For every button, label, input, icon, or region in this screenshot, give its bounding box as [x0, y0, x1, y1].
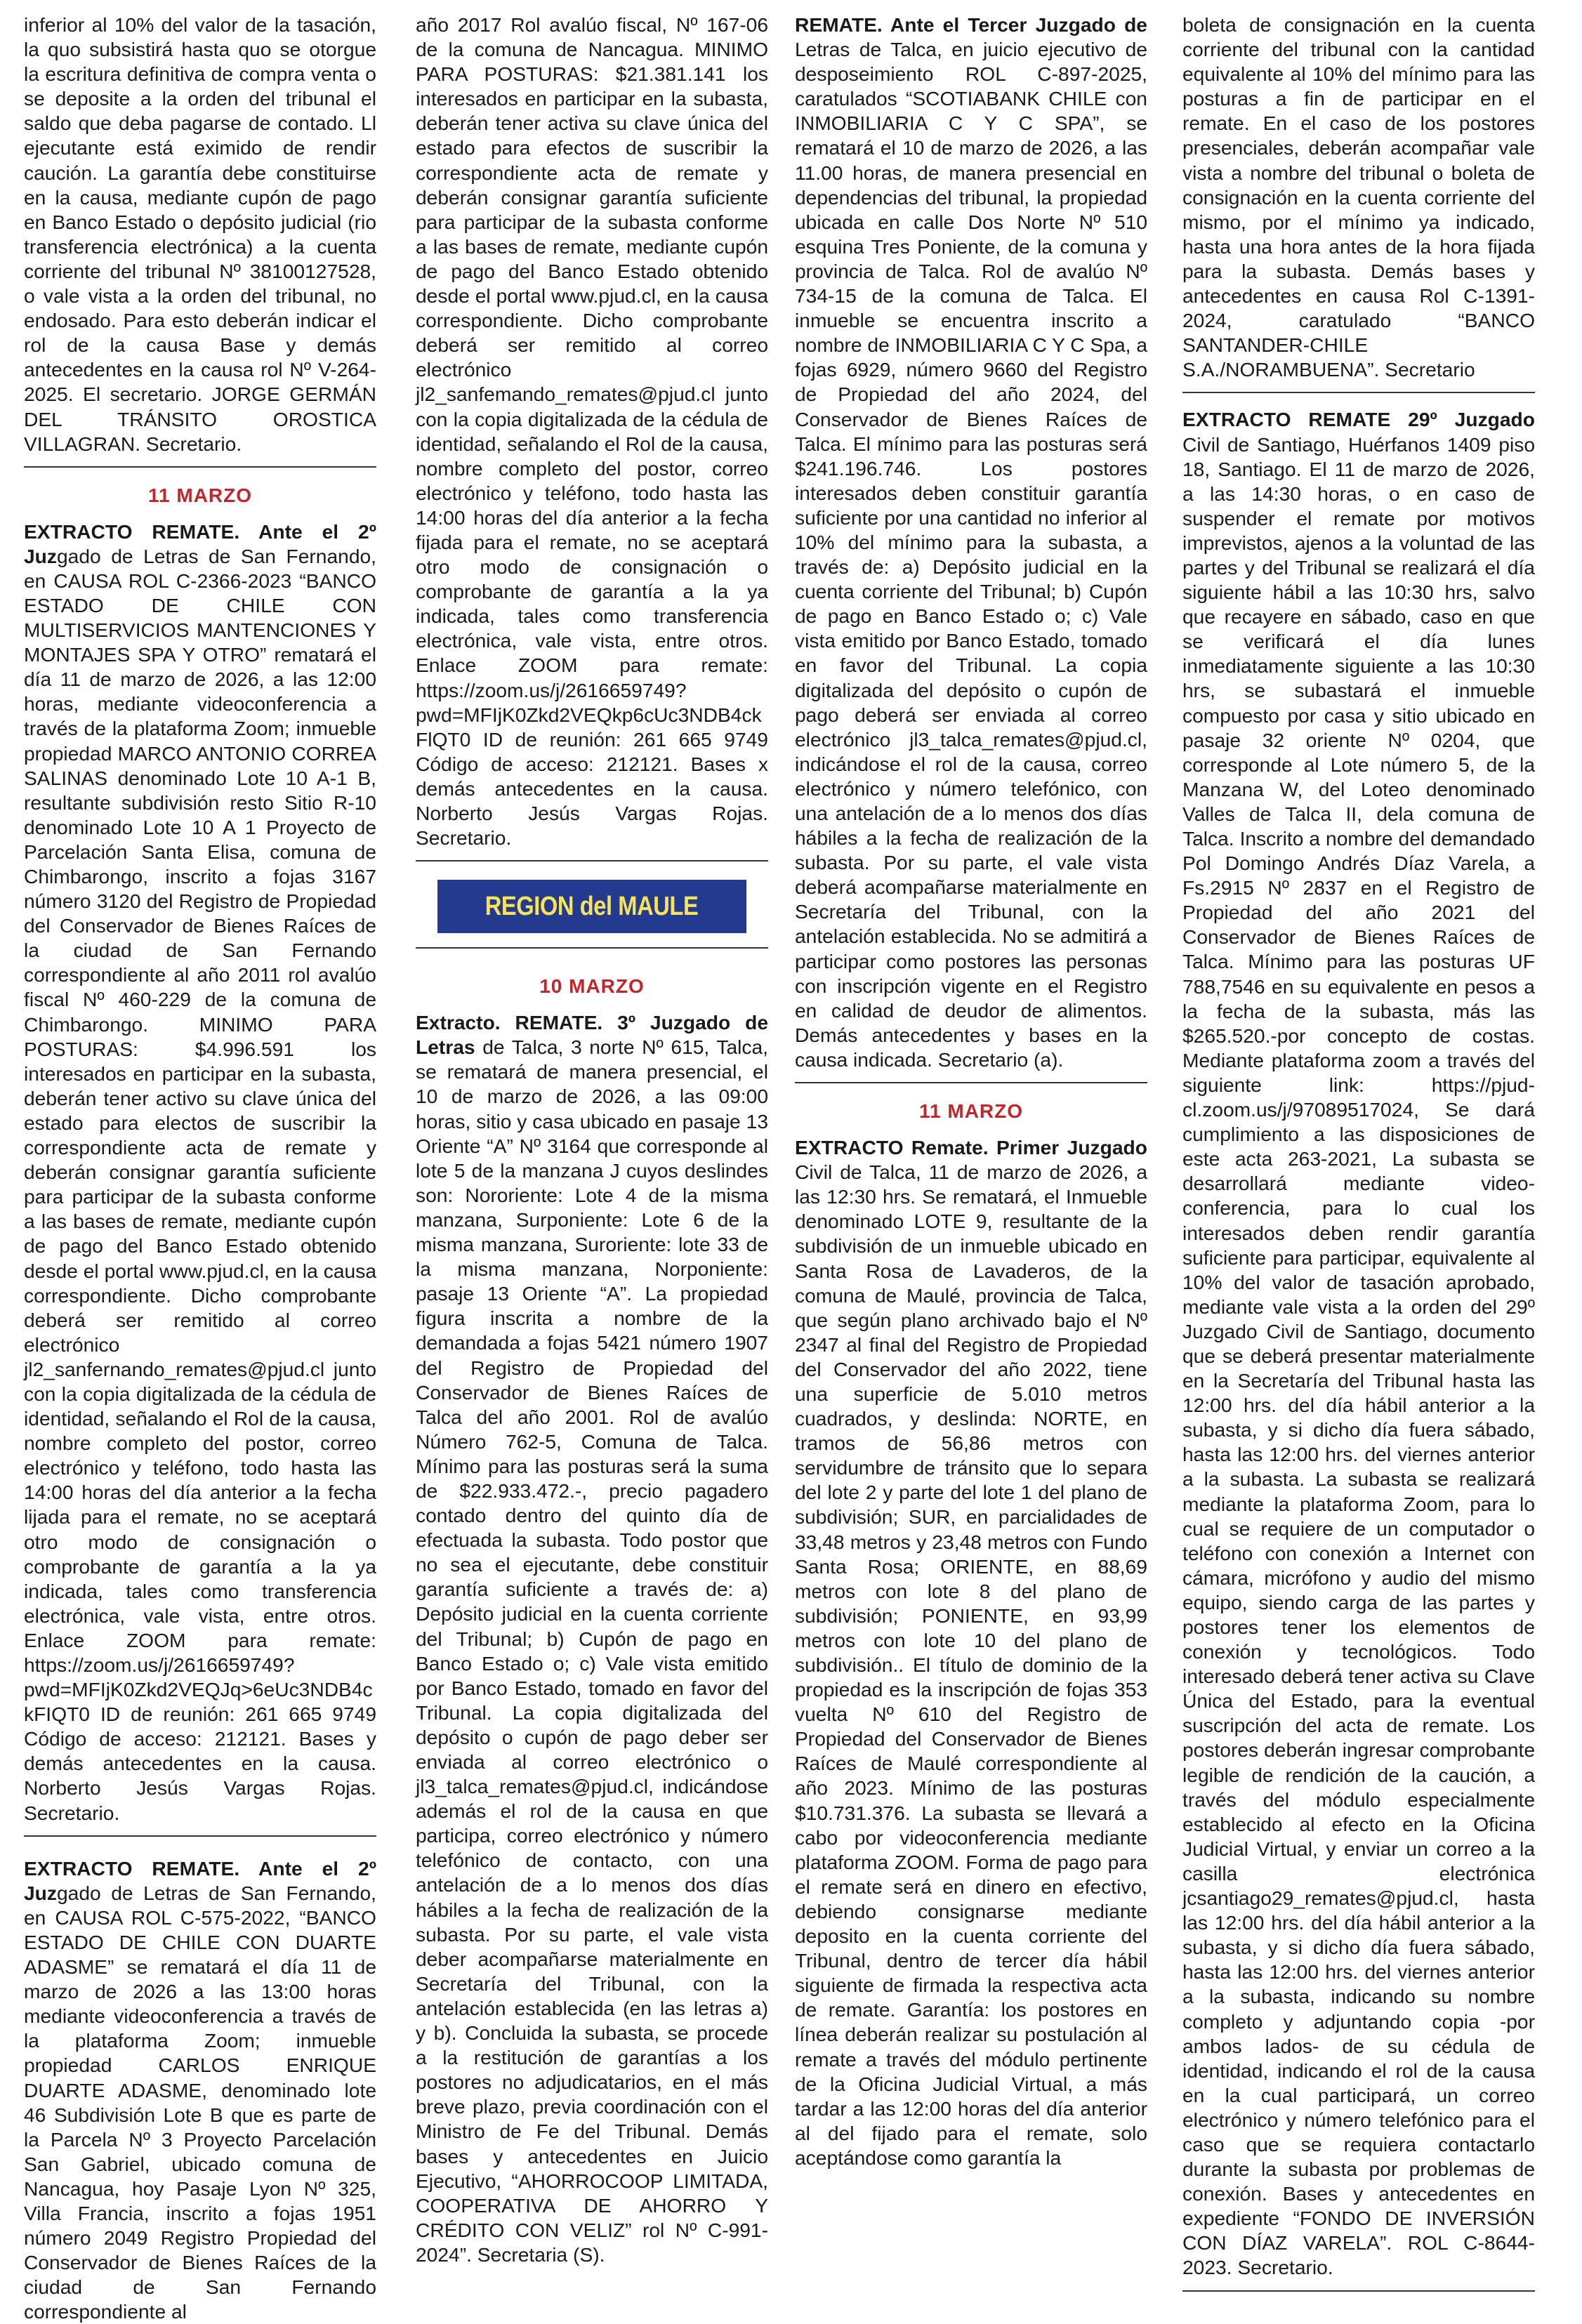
notice-body: Civil de Santiago, Huérfanos 1409 piso 18, Santiago. El 11 de marzo de 2026, a las 14:30 horas, o en caso de suspender el remate por motivos imprevistos, ajenos a la voluntad de las partes y del Tribunal se realizará el día siguiente hábil a las 10:30 hrs, salvo que recayere en sábado, caso en que se verificará el día lunes inmediatamente siguiente a las 10:30 hrs, se subastará el inmueble compuesto por casa y sitio ubicado en pasaje 32 oriente Nº 0204, que corresponde al Lote número 5, de la Manzana W, del Loteo denominado Valles de Talca II, dela comuna de Talca. Inscrito a nombre del demandado Pol Domingo Andrés Díaz Varela, a Fs.2915 Nº 2837 en el Registro de Propiedad del año 2021 del Conservador de Bienes Raíces de Talca. Mínimo para las posturas UF 788,7546 en su equivalente en pesos a la fecha de la subasta, más las $265.520.-por concepto de costas. Mediante plataforma zoom a través del siguiente link: https://pjud-cl.zoom.us/j/97089517024, Se dará cumplimiento a las disposiciones de este acta 263-2021, La subasta se desarrollará mediante video-conferencia, para lo cual los interesados deben rendir garantía suficiente para participar, equivalente al 10% del valor de tasación aprobado, mediante vale vista a la orden del 29º Juzgado Civil de Santiago, documento que se deberá presentar materialmente en la Secretaría del Tribunal hasta las 12:00 hrs. del día hábil anterior a la subasta, y si dicho día fuera sábado, hasta las 12:00 hrs. del viernes anterior a la subasta. La subasta se realizará mediante la plataforma Zoom, para lo cual se requiere de un computador o teléfono con conexión a Internet con cámara, micrófono y audio del mismo equipo, siendo carga de las partes y postores tener los elementos de conexión y tecnológicos. Todo interesado deberá tener activa su Clave Única del Estado, para la eventual suscripción del acta de remate. Los postores deberán ingresar comprobante legible de rendición de la caución, a través del módulo especialmente establecido al efecto en la Oficina Judicial Virtual, y enviar un correo a la casilla electrónica jcsantiago29_remates@pjud.cl, hasta las 12:00 hrs. del día hábil anterior a la subasta, y si dicho día fuera sábado, hasta las 12:00 hrs. del viernes anterior a la subasta, indicando su nombre completo y adjuntando copia -por ambos lados- de su cédula de identidad, indicando el rol de la causa en la cual participará, un correo electrónico y número telefónico para el caso que se requiera contactarlo durante la subasta por problemas de conexión. Bases y antecedentes en expediente “FONDO DE INVERSIÓN CON DÍAZ VARELA”. ROL C-8644-2023. Secretario. [1182, 433, 1535, 2279]
notice-body: de Talca, 3 norte Nº 615, Talca, se rematará de manera presencial, el 10 de marzo de 2026, a las 09:00 horas, sitio y casa ubicado en pasaje 13 Oriente “A” Nº 3164 que corresponde al lote 5 de la manzana J cuyos deslindes son: Nororiente: Lote 4 de la misma manzana, Surponiente: Lote 6 de la misma manzana, Suroriente: lote 33 de la misma manzana, Norponiente: pasaje 13 Oriente “A”. La propiedad figura inscrita a nombre de la demandada a fojas 5421 número 1907 del Registro de Propiedad del Conservador de Bienes Raíces de Talca del año 2001. Rol de avalúo Número 762-5, Comuna de Talca. Mínimo para las posturas será la suma de $22.933.472.-, precio pagadero contado dentro del quinto día de efectuada la subasta. Todo postor que no sea el ejecutante, debe constituir garantía suficiente a través de: a) Depósito judicial en la cuenta corriente del Tribunal; b) Cupón de pago en Banco Estado o; c) Vale vista emitido por Banco Estado, tomado en favor del Tribunal. La copia digitalizada del depósito o cupón de pago deber ser enviada al correo electrónico o jl3_talca_remates@pjud.cl, indicándose además el rol de la causa en que participa, correo electrónico y número telefónico de contacto, con una antelación de a lo menos dos días hábiles a la fecha de realización de la subasta. Por su parte, el vale vista deber acompañarse materialmente en Secretaría del Tribunal, con la antelación establecida (en las letras a) y b). Concluida la subasta, se procede a la restitución de garantías a los postores no adjudicatarios, en el más breve plazo, previa coordinación con el Ministro de Fe del Tribunal. Demás bases y antecedentes en Juicio Ejecutivo, “AHORROCOOP LIMITADA, COOPERATIVA DE AHORRO Y CRÉDITO CON VELIZ” rol Nº C-991-2024”. Secretaria (S). [416, 1036, 768, 2266]
newspaper-page [24, 13, 1563, 2323]
notice-lead: EXTRACTO REMATE. Ante el 2º Juz [24, 520, 376, 567]
region-banner-label: REGION del MAULE [485, 891, 699, 921]
column-4 [1182, 13, 1535, 2279]
notice-lead: EXTRACTO REMATE 29º Juzgado [1182, 408, 1535, 431]
notice-lead: EXTRACTO REMATE. Ante el 2º Juz [24, 1856, 376, 1904]
notice-text [795, 13, 1147, 1072]
notice-text [795, 1135, 1147, 2170]
notice-body: gado de Letras de San Fernando, en CAUSA ROL C-2366-2023 “BANCO ESTADO DE CHILE CON MULTISERVICIOS MANTENCIONES Y MONTAJES SPA Y OTRO” rematará el día 11 de marzo de 2026, a las 12:00 horas, mediante videoconferencia a través de la plataforma Zoom; inmueble propiedad MARCO ANTONIO CORREA SALINAS denominado Lote 10 A-1 B, resultante subdivisión resto Sitio R-10 denominado Lote 10 A 1 Proyecto de Parcelación Santa Elisa, comuna de Chimbarongo, inscrito a fojas 3167 número 3120 del Registro de Propiedad del Conservador de Bienes Raíces de la ciudad de San Fernando correspondiente al año 2011 rol avalúo fiscal Nº 460-229 de la comuna de Chimbarongo. MINIMO PARA POSTURAS: $4.996.591 los interesados en participar en la subasta, deberán tener activo su clave única del estado para electos de suscribir la correspondiente acta de remate y deberán consignar garantía suficiente para participar de la subasta conforme a las bases de remate, mediante cupón de pago del Banco Estado obtenido desde el portal www.pjud.cl, en la causa correspondiente. Dicho comprobante deberá ser remitido al correo electrónico jl2_sanfernando_remates@pjud.cl junto con la copia digitalizada de la cédula de identidad, señalando el Rol de la causa, nombre completo del postor, correo electrónico y teléfono, todo hasta las 14:00 horas del día anterior a la fecha lijada para el remate, no se aceptará otro modo de consignación o comprobante de garantía a la ya indicada, tales como transferencia electrónica, vale vista, entre otros. Enlace ZOOM para remate: https://zoom.us/j/2616659749?pwd=MFIjK0Zkd2VEQJq>6eUc3NDB4ckFIQT0 ID de reunión: 261 665 9749 Código de acceso: 212121. Bases y demás antecedentes en la causa. Norberto Jesús Vargas Rojas. Secretario. [24, 544, 376, 1824]
region-banner [437, 880, 746, 933]
notice-text [416, 1010, 768, 2267]
notice-text: boleta de consignación en la cuenta corriente del tribunal con la cantidad equivalente al 10% del mínimo para las posturas a fin de participar en el remate. En el caso de los postores presenciales, deberán acompañar vale vista a nombre del tribunal o boleta de consignación en la cuenta corriente del mismo, por el mínimo ya indicado, hasta una hora antes de la hora fijada para la subasta. Demás bases y antecedentes en causa Rol C-1391-2024, caratulado “BANCO SANTANDER-CHILE S.A./NORAMBUENA”. Secretario [1182, 13, 1535, 381]
date-heading: 10 MARZO [539, 975, 645, 998]
notice-text: año 2017 Rol avalúo fiscal, Nº 167-06 de la comuna de Nancagua. MINIMO PARA POSTURAS: $21.381.141 los interesados en participar en la subasta, deberán tener activa su clave única del estado para efectos de suscribir la correspondiente acta de remate y deberán consignar garantía suficiente para participar de la subasta conforme a las bases de remate, mediante cupón de pago del Banco Estado obtenido desde el portal www.pjud.cl, en la causa correspondiente. Dicho comprobante deberá ser remitido al correo electrónico jl2_sanfemando_remates@pjud.cl junto con la copia digitalizada de la cédula de identidad, señalando el Rol de la causa, nombre completo del postor, correo electrónico y teléfono, todo hasta las 14:00 horas del día anterior a la fecha fijada para el remate, no se aceptará otro modo de consignación o comprobante de garantía a la ya indicada, tales como transferencia electrónica, vale vista, entre otros. Enlace ZOOM para remate: https://zoom.us/j/2616659749?pwd=MFIjK0Zkd2VEQkp6cUc3NDB4ckFlQT0 ID de reunión: 261 665 9749 Código de acceso: 212121. Bases x demás antecedentes en la causa. Norberto Jesús Vargas Rojas. Secretario. [416, 13, 768, 850]
notice-body: Civil de Talca, 11 de marzo de 2026, a las 12:30 hrs. Se rematará, el Inmueble denominado LOTE 9, resultante de la subdivisión de un inmueble ubicado en Santa Rosa de Lavaderos, de la comuna de Maulé, provincia de Talca, que según plano archivado bajo el Nº 2347 al final del Registro de Propiedad del Conservador del año 2022, tiene una superficie de 5.010 metros cuadrados, y deslinda: NORTE, en tramos de 56,86 metros con servidumbre de tránsito que lo separa del lote 2 y parte del lote 1 del plano de subdivisión; SUR, en parcialidades de 33,48 metros y 23,48 metros con Fundo Santa Rosa; ORIENTE, en 88,69 metros con lote 8 del plano de subdivisión; PONIENTE, en 93,99 metros con lote 10 del plano de subdivisión.. El título de dominio de la propiedad es la inscripción de fojas 353 vuelta Nº 610 del Registro de Propiedad del Conservador de Bienes Raíces de Maulé correspondiente al año 2023. Mínimo de las posturas $10.731.376. La subasta se llevará a cabo por videoconferencia mediante plataforma ZOOM. Forma de pago para el remate será en dinero en efectivo, debiendo consignarse mediante deposito en la cuenta corriente del Tribunal, dentro de tercer día hábil siguiente de firmada la respectiva acta de remate. Garantía: los postores en línea deberán realizar su postulación al remate a través del módulo pertinente de la Oficina Judicial Virtual, a más tardar a las 12:00 horas del día anterior al del fijado para el remate, solo aceptándose como garantía la [795, 1161, 1147, 2169]
divider [416, 860, 768, 861]
column-1 [24, 13, 376, 2323]
notice-lead: REMATE. Ante el Tercer Juzgado de [795, 13, 1147, 36]
column-2 [416, 13, 768, 2266]
notice-text [24, 1856, 376, 2324]
notice-body: gado de Letras de San Fernando, en CAUSA ROL C-575-2022, “BANCO ESTADO DE CHILE CON DUARTE ADASME” se rematará el día 11 de marzo de 2026 a las 13:00 horas mediante videoconferencia a través de la plataforma Zoom; inmueble propiedad CARLOS ENRIQUE DUARTE ADASME, denominado lote 46 Subdivisión Lote B que es parte de la Parcela Nº 3 Proyecto Parcelación San Gabriel, ubicado comuna de Nancagua, hoy Pasaje Lyon Nº 325, Villa Francia, inscrito a fojas 1951 número 2049 Registro Propiedad del Conservador de Bienes Raíces de la ciudad de San Fernando correspondiente al [24, 1881, 376, 2323]
column-3 [795, 13, 1147, 2257]
notice-text [1182, 407, 1535, 2280]
notice-lead: EXTRACTO Remate. Primer Juzgado [795, 1136, 1147, 1159]
notice-body: Letras de Talca, en juicio ejecutivo de desposeimiento ROL C-897-2025, caratulados “SCOTIABANK CHILE con INMOBILIARIA C Y C SPA”, se rematará el 10 de marzo de 2026, a las 11.00 horas, de manera presencial en dependencias del tribunal, la propiedad ubicada en calle Dos Norte Nº 510 esquina Tres Poniente, de la comuna y provincia de Talca. Rol de avalúo Nº 734-15 de la comuna de Talca. El inmueble se encuentra inscrito a nombre de INMOBILIARIA C Y C Spa, a fojas 6929, número 9660 del Registro de Propiedad del año 2024, del Conservador de Bienes Raíces de Talca. El mínimo para las posturas será $241.196.746. Los postores interesados deben constituir garantía suficiente por una cantidad no inferior al 10% del mínimo para la subasta, a través de: a) Depósito judicial en la cuenta corriente del Tribunal; b) Cupón de pago en Banco Estado o; c) Vale vista emitido por Banco Estado, tomado en favor del Tribunal. La copia digitalizada del depósito o cupón de pago deberá ser enviada al correo electrónico jl3_talca_remates@pjud.cl, indicándose el rol de la causa, correo electrónico y número telefónico, con una antelación de a lo menos dos días hábiles a la fecha de realización de la subasta. Por su parte, el vale vista deberá acompañarse materialmente en Secretaría del Tribunal, con la antelación establecida. No se admitirá a participar como postores las personas con inscripción vigente en el Registro en calidad de deudor de alimentos. Demás antecedentes y bases en la causa indicada. Secretario (a). [795, 38, 1147, 1071]
date-heading: 11 MARZO [147, 484, 253, 506]
notice-text [24, 520, 376, 1825]
date-heading: 11 MARZO [918, 1100, 1024, 1123]
notice-lead: Extracto. REMATE. 3º Juzgado de Letras [416, 1011, 768, 1059]
notice-text: inferior al 10% del valor de la tasación, la quo subsistirá hasta quo se otorgue la escritura definitiva de compra venta o se deposite a la orden del tribunal el saldo que deba pagarse de contado. Ll ejecutante está eximido de rendir caución. La garantía debe constituirse en la causa, mediante cupón de pago en Banco Estado o depósito judicial (rio transferencia electrónica) a la cuenta corriente del tribunal Nº 38100127528, o vale vista a la orden del tribunal, no endosado. Para esto deberán indicar el rol de la causa Base y demás antecedentes en la causa rol Nº V-264-2025. El secretario. JORGE GERMÁN DEL TRÁNSITO OROSTICA VILLAGRAN. Secretario. [24, 13, 376, 455]
divider [416, 947, 768, 949]
divider [1182, 2290, 1535, 2292]
